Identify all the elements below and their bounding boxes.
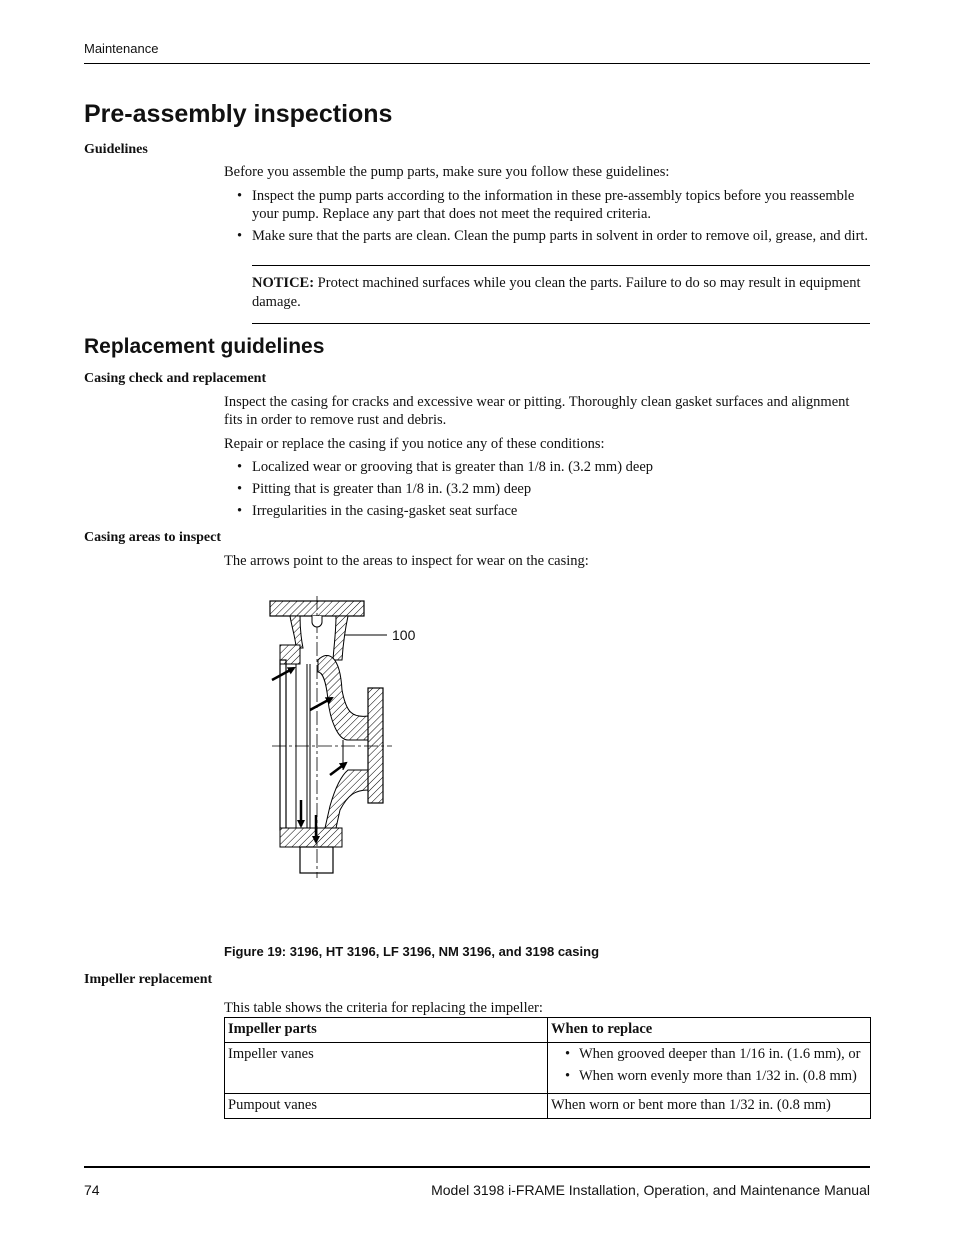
- casing-check-heading: Casing check and replacement: [84, 371, 267, 386]
- list-item: • Make sure that the parts are clean. Clean the pump parts in solvent in order to remove oil, grease, and dirt.: [224, 227, 870, 245]
- inspect-arrow: [330, 763, 346, 775]
- page-number: 74: [84, 1182, 100, 1198]
- casing-left-wall: [280, 660, 286, 830]
- table-cell: Pumpout vanes: [225, 1094, 548, 1119]
- table-row: [225, 1094, 871, 1119]
- notice-label: NOTICE:: [252, 275, 315, 291]
- notice-box: [252, 274, 862, 312]
- figure-caption: Figure 19: 3196, HT 3196, LF 3196, NM 3196, and 3198 casing: [224, 944, 600, 959]
- table-cell: Impeller vanes: [225, 1043, 548, 1094]
- table-header-row: [225, 1018, 871, 1043]
- guidelines-list: [224, 187, 870, 249]
- casing-diagram: [255, 590, 455, 890]
- table-row: [225, 1043, 871, 1094]
- list-item: • Pitting that is greater than 1/8 in. (3.2 mm) deep: [224, 480, 870, 498]
- drain-boss: [300, 847, 333, 873]
- list-item: • When worn evenly more than 1/32 in. (0.8 mm): [551, 1067, 867, 1085]
- section-title-replacement: Replacement guidelines: [84, 335, 325, 358]
- list-item: • Localized wear or grooving that is greater than 1/8 in. (3.2 mm) deep: [224, 458, 870, 476]
- list-item: • Inspect the pump parts according to the information in these pre-assembly topics before you reassemble your pump. Replace any part that does not meet the required criteria.: [224, 187, 870, 223]
- volute-lower-wall: [325, 770, 368, 828]
- casing-areas-heading: Casing areas to inspect: [84, 530, 222, 545]
- header-rule: [84, 63, 870, 64]
- criteria-list: [551, 1045, 867, 1085]
- gusset: [280, 645, 300, 664]
- impeller-criteria-table: [224, 1017, 871, 1119]
- nozzle-wall-right: [333, 616, 348, 660]
- casing-conditions-intro: Repair or replace the casing if you notice any of these conditions:: [224, 436, 605, 452]
- running-header: Maintenance: [84, 41, 159, 56]
- table-cell: When worn or bent more than 1/32 in. (0.8 mm): [548, 1094, 871, 1119]
- casing-areas-intro: The arrows point to the areas to inspect for wear on the casing:: [224, 553, 589, 569]
- tapped-hole: [312, 616, 322, 627]
- guidelines-heading: Guidelines: [84, 142, 148, 157]
- inspect-arrow: [272, 668, 294, 680]
- table-header-cell: Impeller parts: [225, 1018, 548, 1043]
- list-item: • When grooved deeper than 1/16 in. (1.6 mm), or: [551, 1045, 867, 1063]
- footer-rule: [84, 1166, 870, 1168]
- impeller-intro: This table shows the criteria for replacing the impeller:: [224, 1000, 543, 1016]
- side-flange: [368, 688, 383, 803]
- table-cell: [548, 1043, 871, 1094]
- notice-top-rule: [252, 265, 870, 266]
- section-title-preassembly: Pre-assembly inspections: [84, 100, 393, 128]
- list-item: • Irregularities in the casing-gasket seat surface: [224, 502, 870, 520]
- volute-upper-wall: [318, 655, 368, 740]
- guidelines-intro: Before you assemble the pump parts, make sure you follow these guidelines:: [224, 164, 670, 180]
- impeller-heading: Impeller replacement: [84, 972, 213, 987]
- manual-title: Model 3198 i-FRAME Installation, Operation, and Maintenance Manual: [431, 1182, 870, 1198]
- casing-conditions-list: [224, 458, 870, 524]
- notice-bottom-rule: [252, 323, 870, 324]
- bottom-wall: [280, 828, 342, 847]
- nozzle-wall-left: [290, 616, 303, 648]
- casing-check-para: Inspect the casing for cracks and excessive wear or pitting. Thoroughly clean gasket surfaces and alignment fits in order to remove rust and debris.: [224, 394, 850, 428]
- table-header-cell: When to replace: [548, 1018, 871, 1043]
- notice-text: Protect machined surfaces while you clean the parts. Failure to do so may result in equipment damage.: [252, 275, 861, 310]
- callout-label-100: 100: [392, 627, 416, 643]
